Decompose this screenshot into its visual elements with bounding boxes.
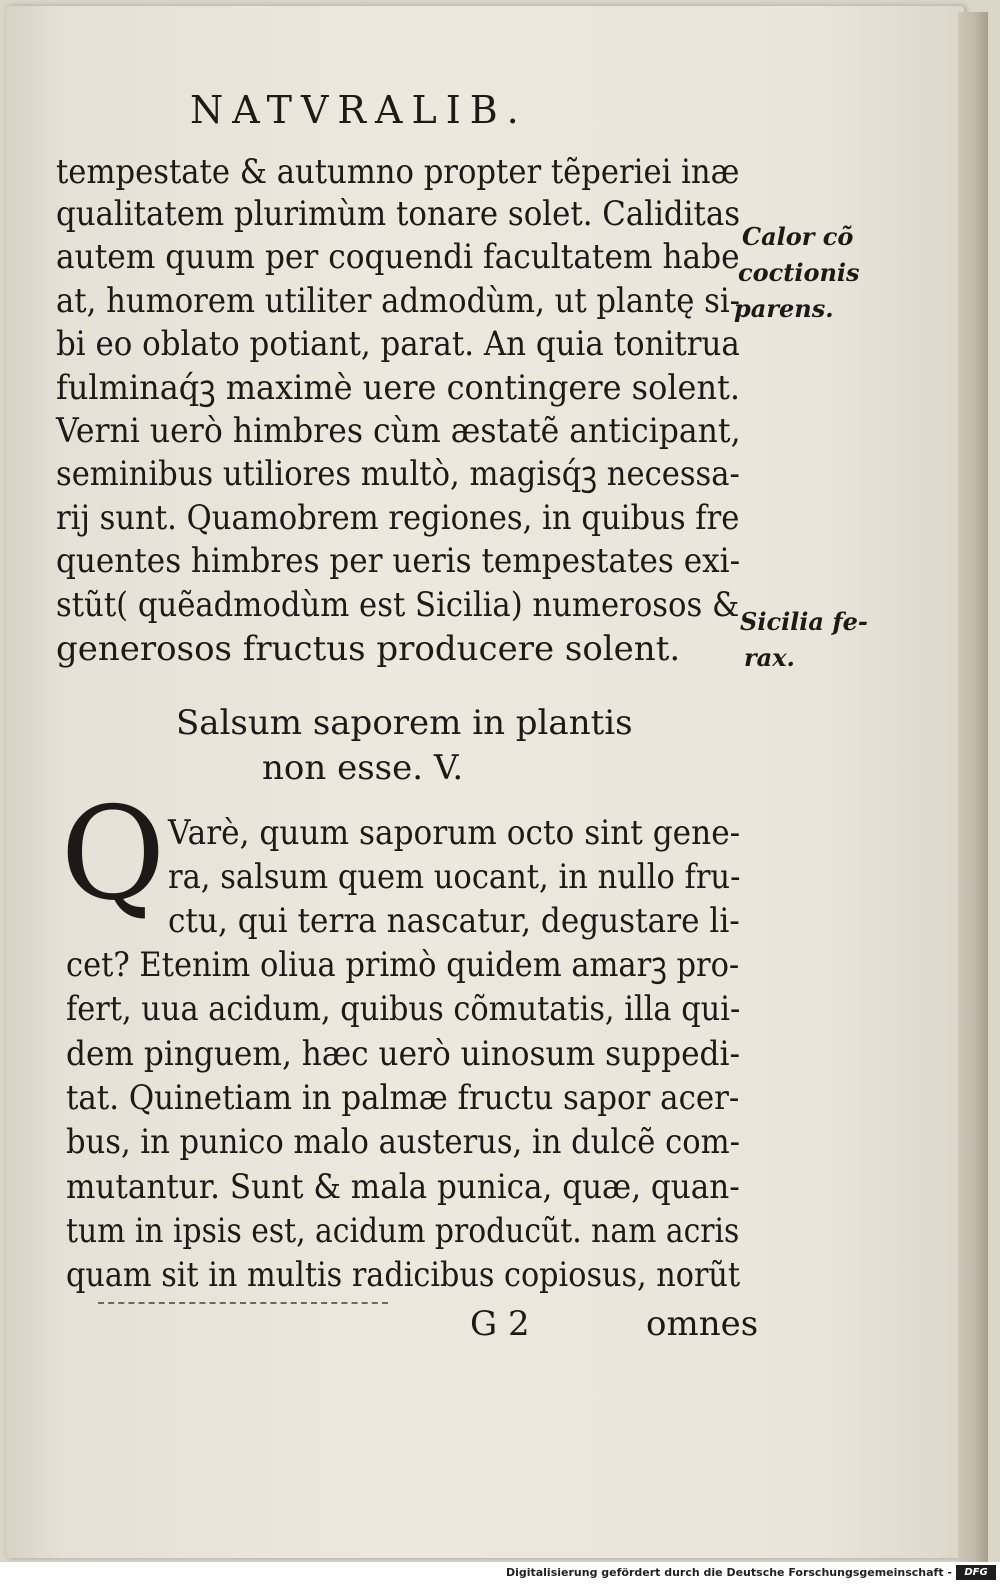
digitization-footer bbox=[0, 1562, 1000, 1584]
text-line: qualitatem plurimùm tonare solet. Caliditas bbox=[56, 194, 741, 234]
text-line: generosos fructus producere solent. bbox=[56, 629, 681, 669]
text-line: rij sunt. Quamobrem regiones, in quibus fre bbox=[56, 498, 740, 538]
funding-credit: Digitalisierung gefördert durch die Deutsche Forschungsgemeinschaft - bbox=[505, 1566, 952, 1579]
text-line: Verni uerò himbres cùm æstatẽ anticipant, bbox=[56, 411, 741, 451]
ink-rule bbox=[98, 1302, 388, 1304]
text-line: stũt( quẽadmodùm est Sicilia) numerosos & bbox=[56, 585, 740, 625]
page-edge bbox=[958, 12, 988, 1564]
text-line: tempestate & autumno propter tẽperiei inæ bbox=[56, 152, 740, 192]
margin-note: rax. bbox=[744, 643, 795, 672]
catchword: omnes bbox=[646, 1304, 759, 1344]
signature-mark: G 2 bbox=[470, 1304, 530, 1344]
text-line: seminibus utiliores multò, magisq́ꝫ necessa- bbox=[56, 454, 740, 494]
text-line: autem quum per coquendi facultatem habe bbox=[56, 237, 740, 277]
running-head: NATVRALIB. bbox=[190, 88, 528, 132]
text-line: tat. Quinetiam in palmæ fructu sapor acer- bbox=[66, 1078, 740, 1118]
text-line: quentes himbres per ueris tempestates exi- bbox=[56, 541, 741, 581]
dfg-logo: DFG bbox=[956, 1565, 996, 1580]
text-line: tum in ipsis est, acidum producũt. nam acris bbox=[66, 1211, 740, 1251]
chapter-title: Salsum saporem in plantis bbox=[176, 703, 633, 743]
text-line: Varè, quum saporum octo sint gene- bbox=[168, 813, 741, 853]
margin-note: parens. bbox=[734, 294, 834, 323]
text-line: dem pinguem, hæc uerò uinosum suppedi- bbox=[66, 1034, 741, 1074]
margin-note: coctionis bbox=[738, 258, 860, 287]
chapter-number: non esse. V. bbox=[262, 748, 464, 788]
margin-note: Sicilia fe- bbox=[740, 607, 868, 636]
text-line: ra, salsum quem uocant, in nullo fru- bbox=[168, 857, 741, 897]
text-line: mutantur. Sunt & mala punica, quæ, quan- bbox=[66, 1167, 740, 1207]
text-line: quam sit in multis radicibus copiosus, norũt bbox=[66, 1255, 741, 1295]
text-line: fulminaq́ꝫ maximè uere contingere solent. bbox=[56, 368, 741, 408]
drop-cap: Q bbox=[60, 780, 166, 929]
text-line: ctu, qui terra nascatur, degustare li- bbox=[168, 901, 740, 941]
text-line: at, humorem utiliter admodùm, ut plantę si- bbox=[56, 281, 741, 321]
text-line: cet? Etenim oliua primò quidem amarꝫ pro- bbox=[66, 945, 740, 985]
text-line: bi eo oblato potiant, parat. An quia tonitrua bbox=[56, 324, 740, 364]
text-line: fert, uua acidum, quibus cõmutatis, illa qui- bbox=[66, 989, 741, 1029]
margin-note: Calor cõ bbox=[742, 222, 854, 251]
text-line: bus, in punico malo austerus, in dulcẽ com- bbox=[66, 1122, 740, 1162]
